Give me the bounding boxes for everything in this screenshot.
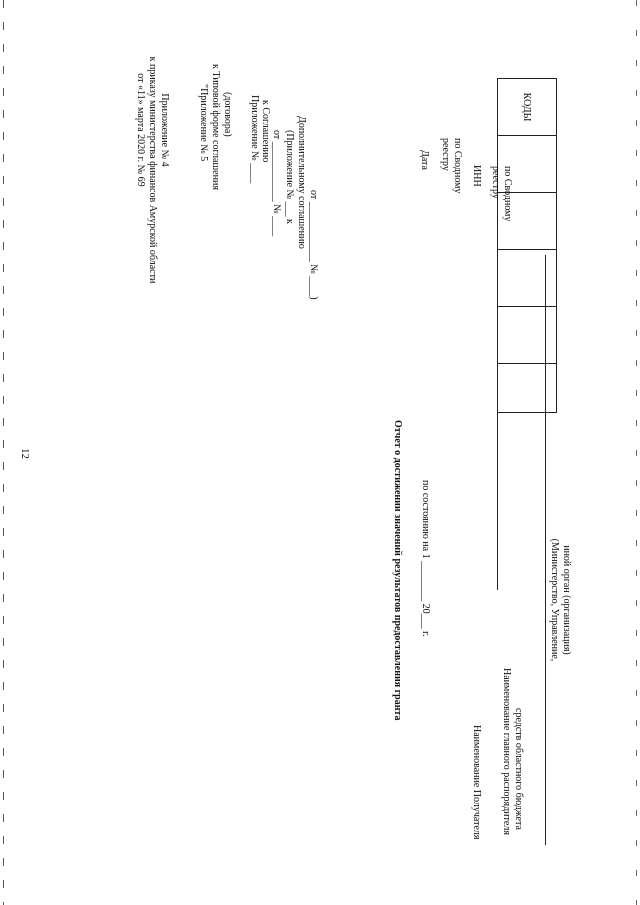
supplement-appendix: (Приложение № ___ к <box>284 130 295 224</box>
extra-code-cell <box>498 364 557 413</box>
report-title: Отчет о достижении значений результатов предоставления гранта <box>392 420 403 721</box>
page-number: 12 <box>19 448 31 459</box>
inn-label: ИНН <box>471 165 482 187</box>
registry-label: по Сводному реестру <box>440 138 463 194</box>
appendix5-title: "Приложение № 5 <box>198 84 209 162</box>
distributor-label-2: средств областного бюджета <box>513 708 524 830</box>
agreement-date: от ____________ № ____ <box>271 130 282 237</box>
appendix-date: от «11» марта 2020 г. № 69 <box>135 73 146 187</box>
agreement-label: к Соглашению <box>260 100 271 163</box>
codes-header: КОДЫ <box>498 79 557 136</box>
distributor-note-1: (Министерство, Управление, <box>549 538 560 662</box>
report-as-of: по состоянию на 1 ________ 20___ г. <box>420 480 431 637</box>
registry2-code-cell <box>498 307 557 364</box>
appendix5-form: к Типовой форме соглашения <box>210 64 221 190</box>
distributor-line <box>545 255 546 845</box>
registry-label-2: по Сводному реестру <box>490 166 513 222</box>
appendix-title: Приложение № 4 <box>159 93 170 167</box>
distributor-note-2: иной орган (организация) <box>561 545 572 655</box>
scan-edge-left <box>3 0 4 905</box>
appendix5-contract: (договора) <box>222 92 233 137</box>
distributor-label-1: Наименование главного распорядителя <box>501 668 512 835</box>
recipient-line <box>497 290 498 590</box>
agreement-appendix: Приложение № ____ <box>249 95 260 184</box>
codes-table <box>497 78 557 413</box>
date-label: Дата <box>419 150 430 170</box>
supplement-date: от ____________ № ____) <box>308 190 319 300</box>
supplement-label: Дополнительному соглашению <box>296 116 307 249</box>
appendix-order: к приказу министерства финансов Амурской области <box>147 56 158 284</box>
recipient-label: Наименование Получателя <box>471 725 482 840</box>
scan-edge-right <box>636 0 637 905</box>
inn-code-cell <box>498 250 557 307</box>
